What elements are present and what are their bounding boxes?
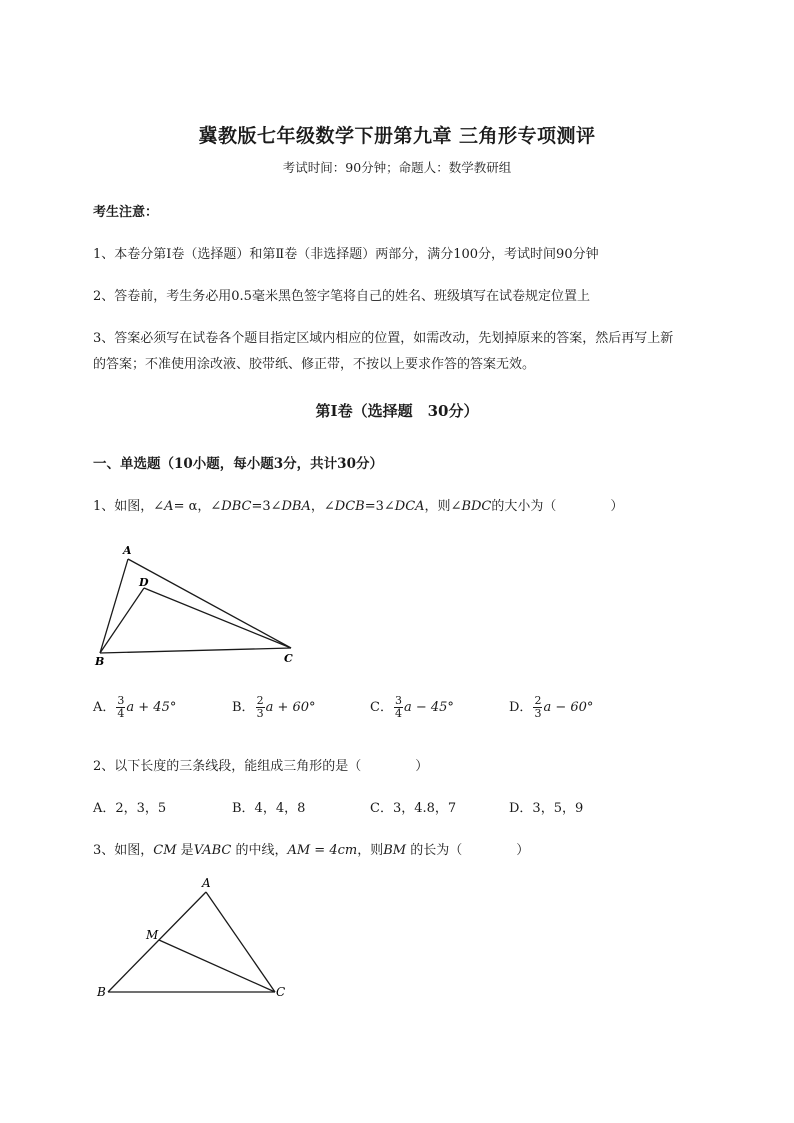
q2-option-d[interactable]: D．3，5，9 <box>509 801 584 816</box>
notice-heading: 考生注意： <box>93 205 159 220</box>
edge-ab <box>100 559 128 653</box>
notice-item-3-cont: 的答案；不准使用涂改液、胶带纸、修正带，不按以上要求作答的答案无效。 <box>93 357 536 372</box>
q1-option-c[interactable]: C． $\frac{3}{4}$ a − 45° <box>370 694 454 720</box>
q2-option-c[interactable]: C．3，4.8，7 <box>370 801 457 816</box>
question-3: 3、如图，CM 是VABC 的中线，AM = 4cm，则BM 的长为（ ） <box>93 843 530 858</box>
exam-subtitle: 考试时间：90分钟；命题人：数学教研组 <box>282 160 512 175</box>
notice-item-1: 1、本卷分第Ⅰ卷（选择题）和第Ⅱ卷（非选择题）两部分，满分100分，考试时间90分钟 <box>93 247 599 262</box>
label-d: D <box>139 576 149 589</box>
q2-option-b[interactable]: B．4，4，8 <box>232 801 306 816</box>
notice-item-2: 2、答卷前，考生务必用0.5毫米黑色签字笔将自己的姓名、班级填写在试卷规定位置上 <box>93 289 590 304</box>
section-title: 第Ⅰ卷（选择题 30分） <box>315 402 479 420</box>
label-m: M <box>146 928 159 942</box>
q1-option-a[interactable]: A． $\frac{3}{4}$ a + 45° <box>93 694 177 720</box>
question-2: 2、以下长度的三条线段，能组成三角形的是（ ） <box>93 759 429 774</box>
q2-option-a[interactable]: A．2，3，5 <box>93 801 167 816</box>
edge-db <box>100 588 144 653</box>
q1-option-b[interactable]: B． $\frac{2}{3}$ a + 60° <box>232 694 316 720</box>
label-c: C <box>276 985 286 999</box>
question-1: 1、如图，∠A= α，∠DBC=3∠DBA，∠DCB=3∠DCA，则∠BDC的大小为（ ） <box>93 499 624 514</box>
part-heading: 一、单选题（10小题，每小题3分，共计30分） <box>93 456 383 472</box>
edge-ab <box>108 892 206 992</box>
label-a: A <box>123 544 132 557</box>
edge-dc <box>144 588 291 648</box>
exam-title: 冀教版七年级数学下册第九章 三角形专项测评 <box>198 125 596 147</box>
question-3-figure <box>92 872 297 1002</box>
edge-bc <box>100 648 291 653</box>
label-b: B <box>97 985 106 999</box>
label-a: A <box>202 876 211 890</box>
edge-ac <box>128 559 291 648</box>
question-1-figure <box>90 540 305 670</box>
notice-item-3: 3、答案必须写在试卷各个题目指定区域内相应的位置，如需改动，先划掉原来的答案，然后再写上新 <box>93 331 674 346</box>
label-b: B <box>95 655 105 668</box>
q1-option-d[interactable]: D． $\frac{2}{3}$ a − 60° <box>509 694 594 720</box>
label-c: C <box>284 652 293 665</box>
